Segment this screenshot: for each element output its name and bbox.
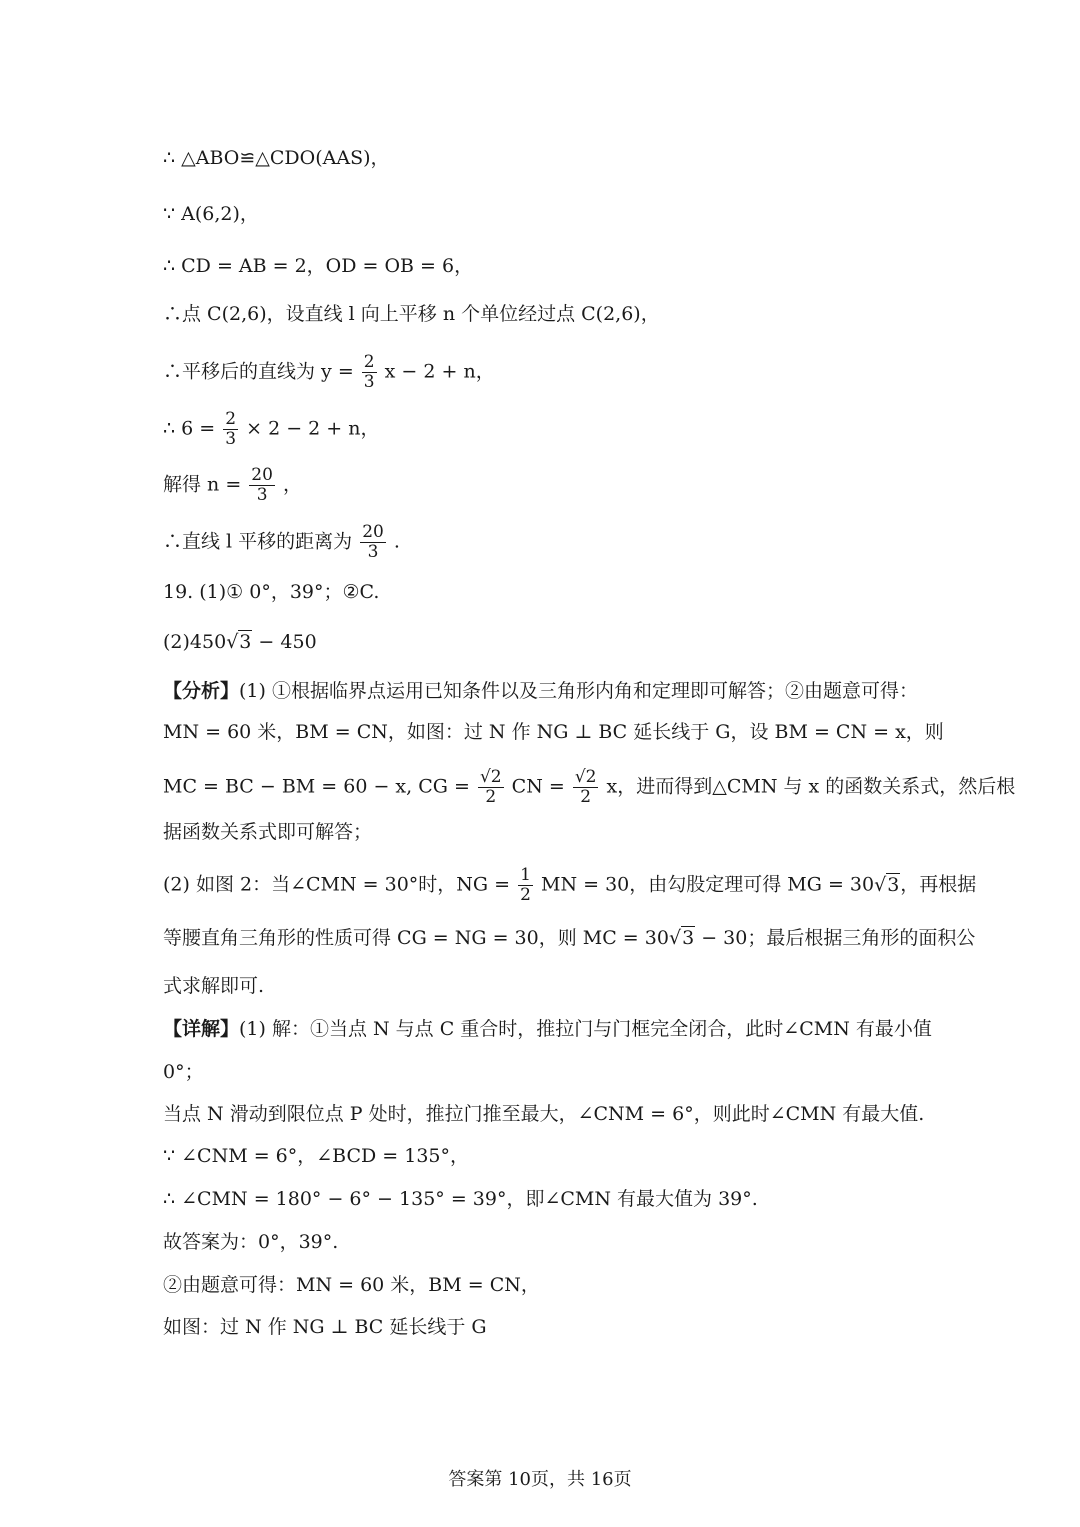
detail-line-1: 【详解】(1) 解：①当点 N 与点 C 重合时，推拉门与门框完全闭合，此时∠CMN 有最小值 [163,1018,932,1040]
question-19-answer-1: 19. (1)① 0°，39°；②C. [163,581,380,603]
analysis-line-5: (2) 如图 2：当∠CMN = 30°时，NG = $\frac{1}{2}$ MN = 30，由勾股定理可得 MG = 30√3，再根据 [163,865,977,905]
page-footer: 答案第 10页，共 16页 [448,1469,632,1490]
analysis-line-1: 【分析】(1) ①根据临界点运用已知条件以及三角形内角和定理即可解答；②由题意可得： [163,680,918,702]
analysis-line-3: MC = BC − BM = 60 − x, CG = $\frac{√2}{2}$ CN = $\frac{√2}{2}$ x，进而得到△CMN 与 x 的函数关系式，然后根 [163,767,1016,807]
analysis-line-6: 等腰直角三角形的性质可得 CG = NG = 30，则 MC = 30√3 − 30；最后根据三角形的面积公 [163,924,923,952]
sqrt-expression: √3 [874,873,900,896]
question-19-answer-2: (2)450√3 − 450 [163,628,923,656]
proof-line-point-a: ∵ A(6,2)， [163,203,259,225]
proof-line-lengths: ∴ CD = AB = 2，OD = OB = 6， [163,255,474,277]
fraction: $\frac{20}{3}$ [362,522,384,562]
fraction: $\frac{2}{3}$ [225,409,237,449]
analysis-line-7: 式求解即可. [163,975,265,997]
sqrt-expression: √3 [668,927,695,949]
fraction: $\frac{√2}{2}$ [479,767,502,807]
fraction: $\frac{20}{3}$ [251,465,273,505]
detail-line-5: ∴ ∠CMN = 180° − 6° − 135° = 39°，即∠CMN 有最大值为 39°. [163,1188,758,1210]
analysis-tag: 【分析】 [163,680,240,702]
detail-line-2: 0°； [163,1061,204,1083]
fraction: $\frac{1}{2}$ [520,865,531,905]
detail-line-7: ②由题意可得：MN = 60 米，BM = CN， [163,1274,540,1296]
detail-tag: 【详解】 [163,1018,240,1040]
detail-line-8: 如图：过 N 作 NG ⊥ BC 延长线于 G [163,1316,487,1338]
detail-line-4: ∵ ∠CNM = 6°，∠BCD = 135°， [163,1145,470,1167]
proof-line-distance: ∴直线 l 平移的距离为 $\frac{20}{3}$ . [163,522,400,562]
proof-line-congruence: ∴ △ABO≌△CDO(AAS)， [163,147,390,169]
analysis-line-4: 据函数关系式即可解答； [163,821,373,843]
fraction: $\frac{2}{3}$ [363,352,375,392]
proof-line-substitute: ∴ 6 = $\frac{2}{3}$ × 2 − 2 + n， [163,409,380,449]
proof-line-point-c: ∴点 C(2,6)，设直线 l 向上平移 n 个单位经过点 C(2,6)， [163,303,660,325]
detail-line-3: 当点 N 滑动到限位点 P 处时，推拉门推至最大，∠CNM = 6°，则此时∠CMN 有最大值. [163,1103,925,1125]
proof-line-solve-n: 解得 n = $\frac{20}{3}$ ， [163,465,302,505]
detail-line-6: 故答案为：0°，39°. [163,1231,339,1253]
sqrt-expression: √3 [226,631,252,653]
analysis-line-2: MN = 60 米，BM = CN，如图：过 N 作 NG ⊥ BC 延长线于 G，设 BM = CN = x，则 [163,721,944,743]
fraction: $\frac{√2}{2}$ [574,767,597,807]
proof-line-translated-line: ∴平移后的直线为 y = $\frac{2}{3}$ x − 2 + n， [163,352,495,392]
